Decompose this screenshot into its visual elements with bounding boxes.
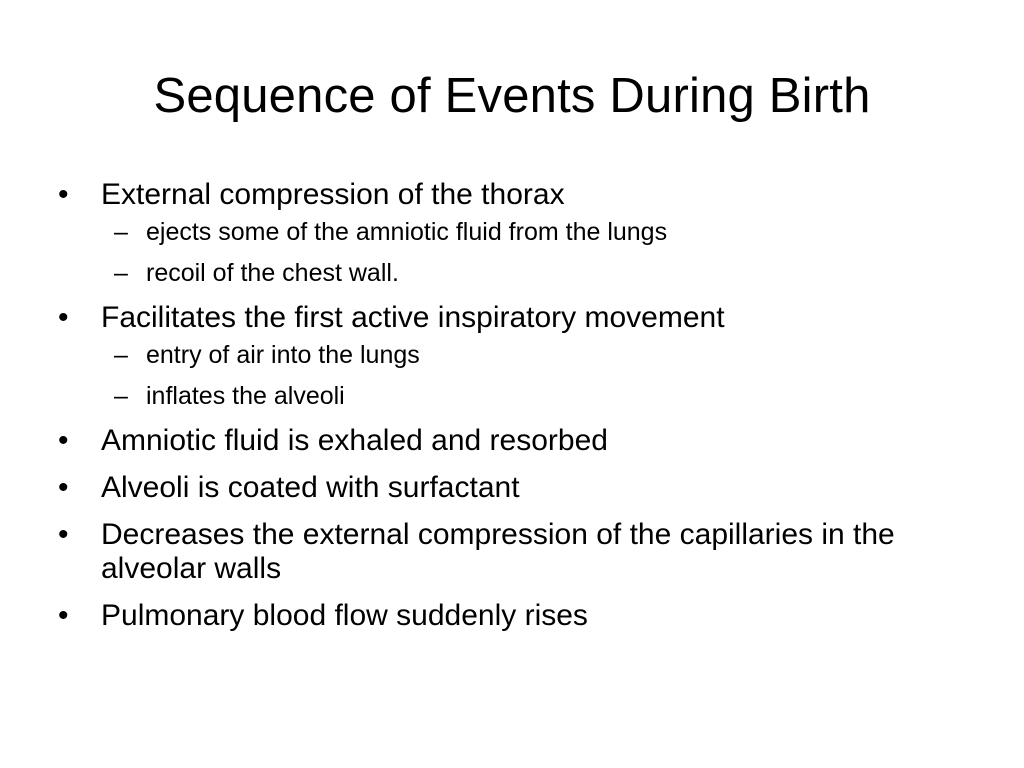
bullet-text: Amniotic fluid is exhaled and resorbed (101, 424, 608, 457)
sub-bullet-list (101, 340, 978, 411)
bullet-icon: • (58, 301, 69, 334)
bullet-icon: • (58, 424, 69, 457)
dash-icon: – (114, 259, 128, 287)
bullet-item (58, 518, 978, 586)
bullet-icon: • (58, 178, 69, 211)
bullet-text: Decreases the external compression of the capillaries in the alveolar walls (101, 518, 895, 585)
dash-icon: – (114, 341, 128, 369)
bullet-icon: • (58, 599, 69, 632)
bullet-text: Facilitates the first active inspiratory movement (101, 301, 725, 334)
dash-icon: – (114, 218, 128, 246)
bullet-item (58, 178, 978, 288)
bullet-item (58, 424, 978, 458)
bullet-text: External compression of the thorax (101, 178, 565, 211)
sub-bullet-item (101, 217, 978, 247)
sub-bullet-text: entry of air into the lungs (146, 341, 420, 369)
sub-bullet-text: inflates the alveoli (146, 382, 345, 410)
dash-icon: – (114, 382, 128, 410)
sub-bullet-list (101, 217, 978, 288)
sub-bullet-item (101, 258, 978, 288)
bullet-text: Pulmonary blood flow suddenly rises (101, 599, 588, 632)
sub-bullet-text: ejects some of the amniotic fluid from the lungs (146, 218, 668, 246)
bullet-item (58, 301, 978, 411)
bullet-item (58, 599, 978, 633)
sub-bullet-item (101, 381, 978, 411)
bullet-icon: • (58, 471, 69, 504)
bullet-icon: • (58, 518, 69, 551)
bullet-list (58, 178, 978, 633)
bullet-item (58, 471, 978, 505)
bullet-text: Alveoli is coated with surfactant (101, 471, 520, 504)
slide-title: Sequence of Events During Birth (153, 69, 871, 123)
sub-bullet-text: recoil of the chest wall. (146, 259, 399, 287)
sub-bullet-item (101, 340, 978, 370)
